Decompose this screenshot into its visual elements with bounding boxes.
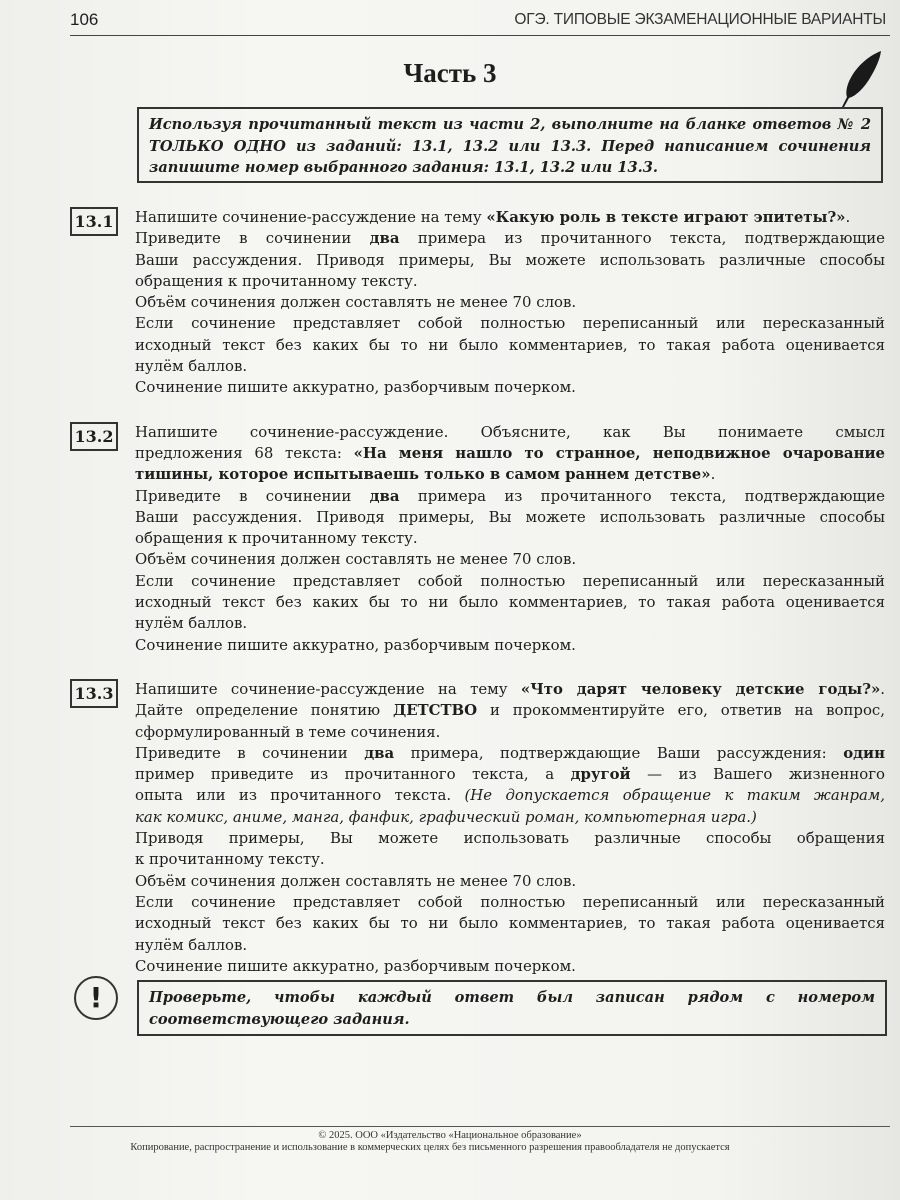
text-segment: «Что дарят человеку детские годы?» [520, 679, 881, 698]
text-line [135, 722, 885, 743]
text-line [135, 464, 885, 485]
text-segment: два [369, 229, 400, 248]
text-segment: два [364, 743, 395, 762]
text-segment: Ваши рассуждения. Приводя примеры, Вы можете использовать различные способы [135, 250, 885, 269]
text-segment: исходный текст без каких бы то ни было комментариев, то такая работа оценивается [135, 914, 885, 933]
text-segment: Сочинение пишите аккуратно, разборчивым почерком. [135, 378, 576, 397]
text-segment: Напишите сочинение-рассуждение на тему [135, 679, 521, 698]
task-number-badge: 13.1 [70, 207, 118, 236]
text-segment: . [845, 208, 851, 226]
text-segment: Если сочинение представляет собой полностью переписанный или пересказанный [135, 571, 885, 590]
text-segment: нулём баллов. [135, 935, 248, 954]
text-line [135, 892, 885, 913]
text-line [135, 486, 885, 507]
text-segment: (Не допускается обращение к таким жанрам, [464, 786, 886, 805]
text-line [135, 635, 885, 656]
text-line [135, 356, 885, 377]
text-line [135, 828, 885, 849]
note-box [137, 980, 887, 1036]
text-segment: Дайте определение понятию [135, 701, 393, 720]
task-number-badge: 13.3 [70, 679, 118, 708]
text-segment: Сочинение пишите аккуратно, разборчивым почерком. [135, 956, 576, 975]
instruction-line: ТОЛЬКО ОДНО из заданий: 13.1, 13.2 или 13.3. Перед написанием сочинения [149, 137, 871, 155]
text-segment: как комикс, аниме, манга, фанфик, графический роман, компьютерная игра.) [135, 807, 757, 826]
text-segment: исходный текст без каких бы то ни было комментариев, то такая работа оценивается [135, 593, 885, 612]
task-2 [0, 679, 900, 977]
text-segment: нулём баллов. [135, 357, 248, 376]
footer-copyright: © 2025. ООО «Издательство «Национальное образование» [318, 1130, 582, 1141]
text-segment: . [880, 679, 886, 698]
text-segment: ДЕТСТВО [392, 701, 478, 720]
text-segment: тишины, которое испытываешь только в самом раннем детстве» [135, 465, 711, 484]
text-segment: примера из прочитанного текста, подтверждающие [399, 486, 885, 505]
text-line [135, 228, 885, 249]
text-line [135, 592, 885, 613]
text-line [135, 422, 885, 443]
text-segment: примера, подтверждающие Ваши рассуждения: [394, 743, 844, 762]
text-segment: примера из прочитанного текста, подтверждающие [399, 229, 885, 248]
text-segment: обращения к прочитанному тексту. [135, 529, 418, 548]
text-segment: Ваши рассуждения. Приводя примеры, Вы можете использовать различные способы [135, 507, 885, 526]
task-0 [0, 207, 900, 399]
text-line [135, 443, 885, 464]
text-line [135, 956, 885, 977]
task-number-badge: 13.2 [70, 422, 118, 451]
text-segment: Объём сочинения должен составлять не менее 70 слов. [135, 293, 577, 312]
text-segment: сформулированный в теме сочинения. [135, 722, 441, 741]
text-segment: пример приведите из прочитанного текста, а [135, 765, 571, 784]
page-number: 106 [70, 10, 99, 29]
text-segment: опыта или из прочитанного текста. [135, 786, 465, 805]
task-text [135, 422, 885, 656]
instruction-line: запишите номер выбранного задания: 13.1, 13.2 или 13.3. [149, 159, 658, 176]
text-line [135, 271, 885, 292]
instruction-box [137, 107, 883, 183]
text-segment: Если сочинение представляет собой полностью переписанный или пересказанный [135, 892, 885, 911]
text-segment: «Какую роль в тексте играют эпитеты?» [486, 208, 846, 226]
text-segment: два [369, 486, 400, 505]
text-line [135, 871, 885, 892]
note-line: Проверьте, чтобы каждый ответ был записан рядом с номером [149, 989, 875, 1006]
text-line [135, 377, 885, 398]
text-line [135, 764, 885, 785]
text-line [135, 913, 885, 934]
task-1 [0, 422, 900, 656]
text-segment: Объём сочинения должен составлять не менее 70 слов. [135, 550, 577, 569]
task-list [0, 207, 900, 1000]
task-text [135, 679, 885, 977]
header-rule [70, 35, 890, 36]
text-segment: предложения 68 текста: [135, 443, 354, 462]
text-segment: Приведите в сочинении [135, 743, 365, 762]
instruction-line: Используя прочитанный текст из части 2, выполните на бланке ответов № 2 [149, 116, 871, 133]
text-segment: . [710, 465, 716, 484]
text-segment: Объём сочинения должен составлять не менее 70 слов. [135, 871, 577, 890]
text-line [135, 528, 885, 549]
text-line [135, 785, 885, 806]
section-title: Часть 3 [403, 58, 497, 88]
text-segment: Приведите в сочинении [135, 229, 370, 248]
text-line [135, 613, 885, 634]
text-line [135, 935, 885, 956]
text-line [135, 571, 885, 592]
text-segment: — из Вашего жизненного [630, 765, 885, 784]
text-segment: исходный текст без каких бы то ни было комментариев, то такая работа оценивается [135, 335, 885, 354]
text-line [135, 335, 885, 356]
text-line [135, 292, 885, 313]
text-segment: «На меня нашло то странное, неподвижное очарование [353, 443, 885, 462]
text-line [135, 250, 885, 271]
text-line [135, 849, 885, 870]
text-line [135, 549, 885, 570]
text-segment: один [843, 743, 885, 762]
note-line: соответствующего задания. [149, 1010, 410, 1028]
exclamation-circle-icon: ! [74, 976, 118, 1020]
text-line [135, 807, 885, 828]
text-line [135, 743, 885, 764]
text-segment: другой [570, 765, 631, 784]
text-segment: Если сочинение представляет собой полностью переписанный или пересказанный [135, 314, 885, 333]
text-segment: Напишите сочинение-рассуждение. Объясните, как Вы понимаете смысл [135, 422, 885, 441]
text-line [135, 679, 885, 700]
feather-quill-icon [838, 50, 884, 108]
text-segment: Приводя примеры, Вы можете использовать различные способы обращения [135, 829, 885, 848]
text-segment: Приведите в сочинении [135, 486, 370, 505]
task-text [135, 207, 885, 399]
text-line [135, 207, 885, 228]
text-segment: Сочинение пишите аккуратно, разборчивым почерком. [135, 635, 576, 654]
text-line [135, 313, 885, 334]
footer-notice: Копирование, распространение и использование в коммерческих целях без письменного разрешения правообладателя не допускается [130, 1142, 730, 1153]
text-line [135, 700, 885, 721]
text-line [135, 507, 885, 528]
footer-rule [70, 1126, 890, 1127]
text-segment: и прокомментируйте его, ответив на вопрос, [477, 701, 885, 720]
text-segment: Напишите сочинение-рассуждение на тему [135, 208, 487, 226]
text-segment: обращения к прочитанному тексту. [135, 271, 418, 290]
running-head: ОГЭ. ТИПОВЫЕ ЭКЗАМЕНАЦИОННЫЕ ВАРИАНТЫ [514, 11, 886, 28]
text-segment: нулём баллов. [135, 614, 248, 633]
text-segment: к прочитанному тексту. [135, 850, 325, 869]
